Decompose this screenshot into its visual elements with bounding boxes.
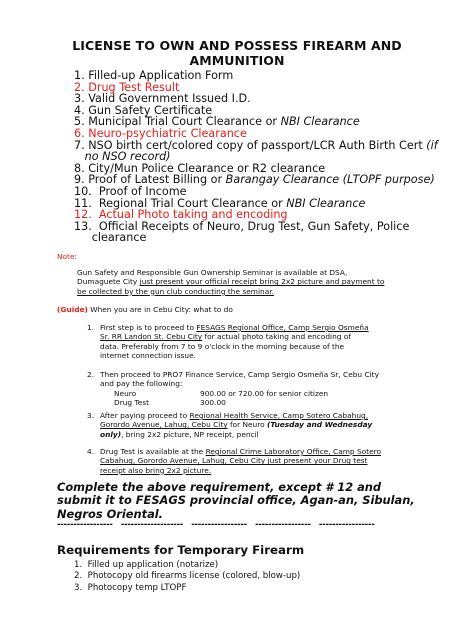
requirement-item: 7. NSO birth cert/colored copy of passport/LCR Auth Birth Cert (if <box>74 138 438 152</box>
fee-amount: 900.00 or 720.00 for senior citizen <box>200 389 329 398</box>
temp-firearm-heading: Requirements for Temporary Firearm <box>57 543 305 557</box>
fee-item: Neuro <box>114 389 137 398</box>
requirements-list <box>74 69 438 245</box>
requirement-item: 11. Regional Trial Court Clearance or NBI Clearance <box>74 196 366 210</box>
guide-step-1: 1. First step is to proceed to FESAGS Regional Office, Camp Sergio Osmeña Sr. RR Landon St. Cebu City for actual photo taking and encoding of data. Preferably from 7 to 9 o'clock in the morning because of the internet connection issue. <box>87 323 369 361</box>
document-title: LICENSE TO OWN AND POSSESS FIREARM AND AMMUNITION <box>72 38 402 68</box>
requirement-item: 4. Gun Safety Certificate <box>74 103 213 117</box>
fee-amount: 300.00 <box>200 398 226 407</box>
separator-dashes: ----------------- ------------------- ----------------- ----------------- ----------------- <box>57 519 375 529</box>
temp-firearm-list <box>74 560 300 594</box>
guide-step-2: 2. Then proceed to PRO7 Finance Service, Camp Sergio Osmeña Sr, Cebu City and pay the following: <box>87 370 379 389</box>
list-item: 2. Photocopy old firearms license (colored, blow-up) <box>74 571 301 582</box>
note-text: Gun Safety and Responsible Gun Ownership Seminar is available at DSA, Dumaguete City just present your official receipt bring 2x2 picture and payment to be collected by the gun club conducting the seminar. <box>77 268 385 296</box>
requirement-item: 8. City/Mun Police Clearance or R2 clearance <box>74 161 326 175</box>
requirement-item-continued: clearance <box>74 231 147 245</box>
requirement-item: 10. Proof of Income <box>74 184 187 198</box>
requirement-item: 6. Neuro-psychiatric Clearance <box>74 126 247 140</box>
list-item: 1. Filled up application (notarize) <box>74 560 219 570</box>
list-item: 3. Photocopy temp LTOPF <box>74 582 187 593</box>
requirement-item: 2. Drug Test Result <box>74 80 180 94</box>
note-label: Note: <box>57 252 77 261</box>
guide-heading: (Guide) When you are in Cebu City: what to do <box>57 305 233 314</box>
submission-instruction: Complete the above requirement, except # 12 and submit it to FESAGS provincial office, Agan-an, Sibulan, Negros Oriental. <box>57 480 415 521</box>
requirement-item: 12. Actual Photo taking and encoding <box>74 208 288 222</box>
requirement-item: 1. Filled-up Application Form <box>74 69 234 82</box>
requirement-item: 9. Proof of Latest Billing or Barangay Clearance (LTOPF purpose) <box>74 173 435 187</box>
requirement-item: 3. Valid Government Issued I.D. <box>74 92 251 106</box>
guide-step-4: 4. Drug Test is available at the Regional Crime Laboratory Office, Camp Sotero Cabahug, Gorordo Avenue, Lahug, Cebu City just present your Drug test receipt also bring 2x2 picture. <box>87 447 382 475</box>
requirement-item-continued: no NSO record) <box>74 150 171 164</box>
fee-item: Drug Test <box>114 398 150 407</box>
guide-step-3-content: 3. After paying proceed to Regional Health Service, Camp Sotero Cabahug, Gorordo Avenue, Lahug, Cebu City for Neuro (Tuesday and Wednesday only), bring 2x2 picture, NP receipt, pencil <box>87 411 373 439</box>
requirement-item: 13. Official Receipts of Neuro, Drug Test, Gun Safety, Police <box>74 219 410 233</box>
requirement-item: 5. Municipal Trial Court Clearance or NBI Clearance <box>74 115 360 129</box>
